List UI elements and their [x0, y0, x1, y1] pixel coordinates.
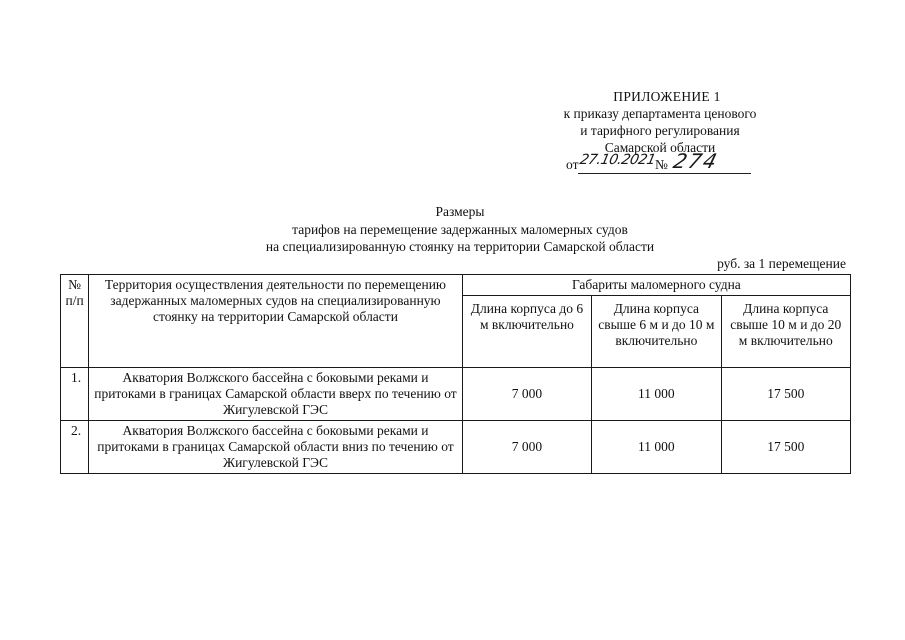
row-number: 1. — [61, 368, 89, 421]
order-underline — [578, 173, 751, 174]
header-size-up-to-6: Длина корпуса до 6 м включительно — [462, 296, 591, 368]
header-dimensions: Габариты маломерного судна — [462, 275, 850, 296]
order-date-prefix: от — [566, 157, 579, 172]
appendix-line-order: к приказу департамента ценового — [563, 106, 757, 121]
header-territory: Территория осуществления деятельности по перемещению задержанных маломерных судов на специализированную стоянку на территории Самарской области — [89, 275, 463, 368]
row-value-6-to-10: 11 000 — [592, 368, 721, 421]
row-value-6-to-10: 11 000 — [592, 421, 721, 474]
row-territory: Акватория Волжского бассейна с боковыми реками и притоками в границах Самарской области вверх по течению от Жигулевской ГЭС — [89, 368, 463, 421]
order-date-number — [566, 149, 751, 175]
table-row — [61, 421, 851, 474]
order-number-sign: № — [655, 157, 668, 172]
table-row — [61, 368, 851, 421]
header-size-6-to-10: Длина корпуса свыше 6 м и до 10 м включительно — [592, 296, 721, 368]
document-heading — [200, 203, 720, 256]
row-value-up-to-6: 7 000 — [462, 421, 591, 474]
row-number: 2. — [61, 421, 89, 474]
appendix-block — [470, 88, 850, 156]
appendix-line-department: и тарифного регулирования — [580, 123, 740, 138]
heading-line-2: тарифов на перемещение задержанных маломерных судов — [292, 221, 628, 237]
row-value-10-to-20: 17 500 — [721, 368, 850, 421]
row-territory: Акватория Волжского бассейна с боковыми реками и притоками в границах Самарской области вниз по течению от Жигулевской ГЭС — [89, 421, 463, 474]
order-number-handwritten: 274 — [670, 149, 722, 173]
order-date-handwritten: 27.10.2021 — [578, 152, 657, 168]
unit-label: руб. за 1 перемещение — [717, 256, 846, 271]
appendix-line-region: Самарской области — [604, 140, 716, 155]
header-num: № п/п — [61, 275, 89, 368]
appendix-title: ПРИЛОЖЕНИЕ 1 — [613, 89, 721, 104]
table-header-row — [61, 275, 851, 296]
row-value-10-to-20: 17 500 — [721, 421, 850, 474]
heading-line-3: на специализированную стоянку на территории Самарской области — [265, 239, 655, 254]
tariff-table — [60, 274, 851, 474]
header-size-10-to-20: Длина корпуса свыше 10 м и до 20 м включительно — [721, 296, 850, 368]
row-value-up-to-6: 7 000 — [462, 368, 591, 421]
heading-line-1: Размеры — [435, 204, 485, 219]
